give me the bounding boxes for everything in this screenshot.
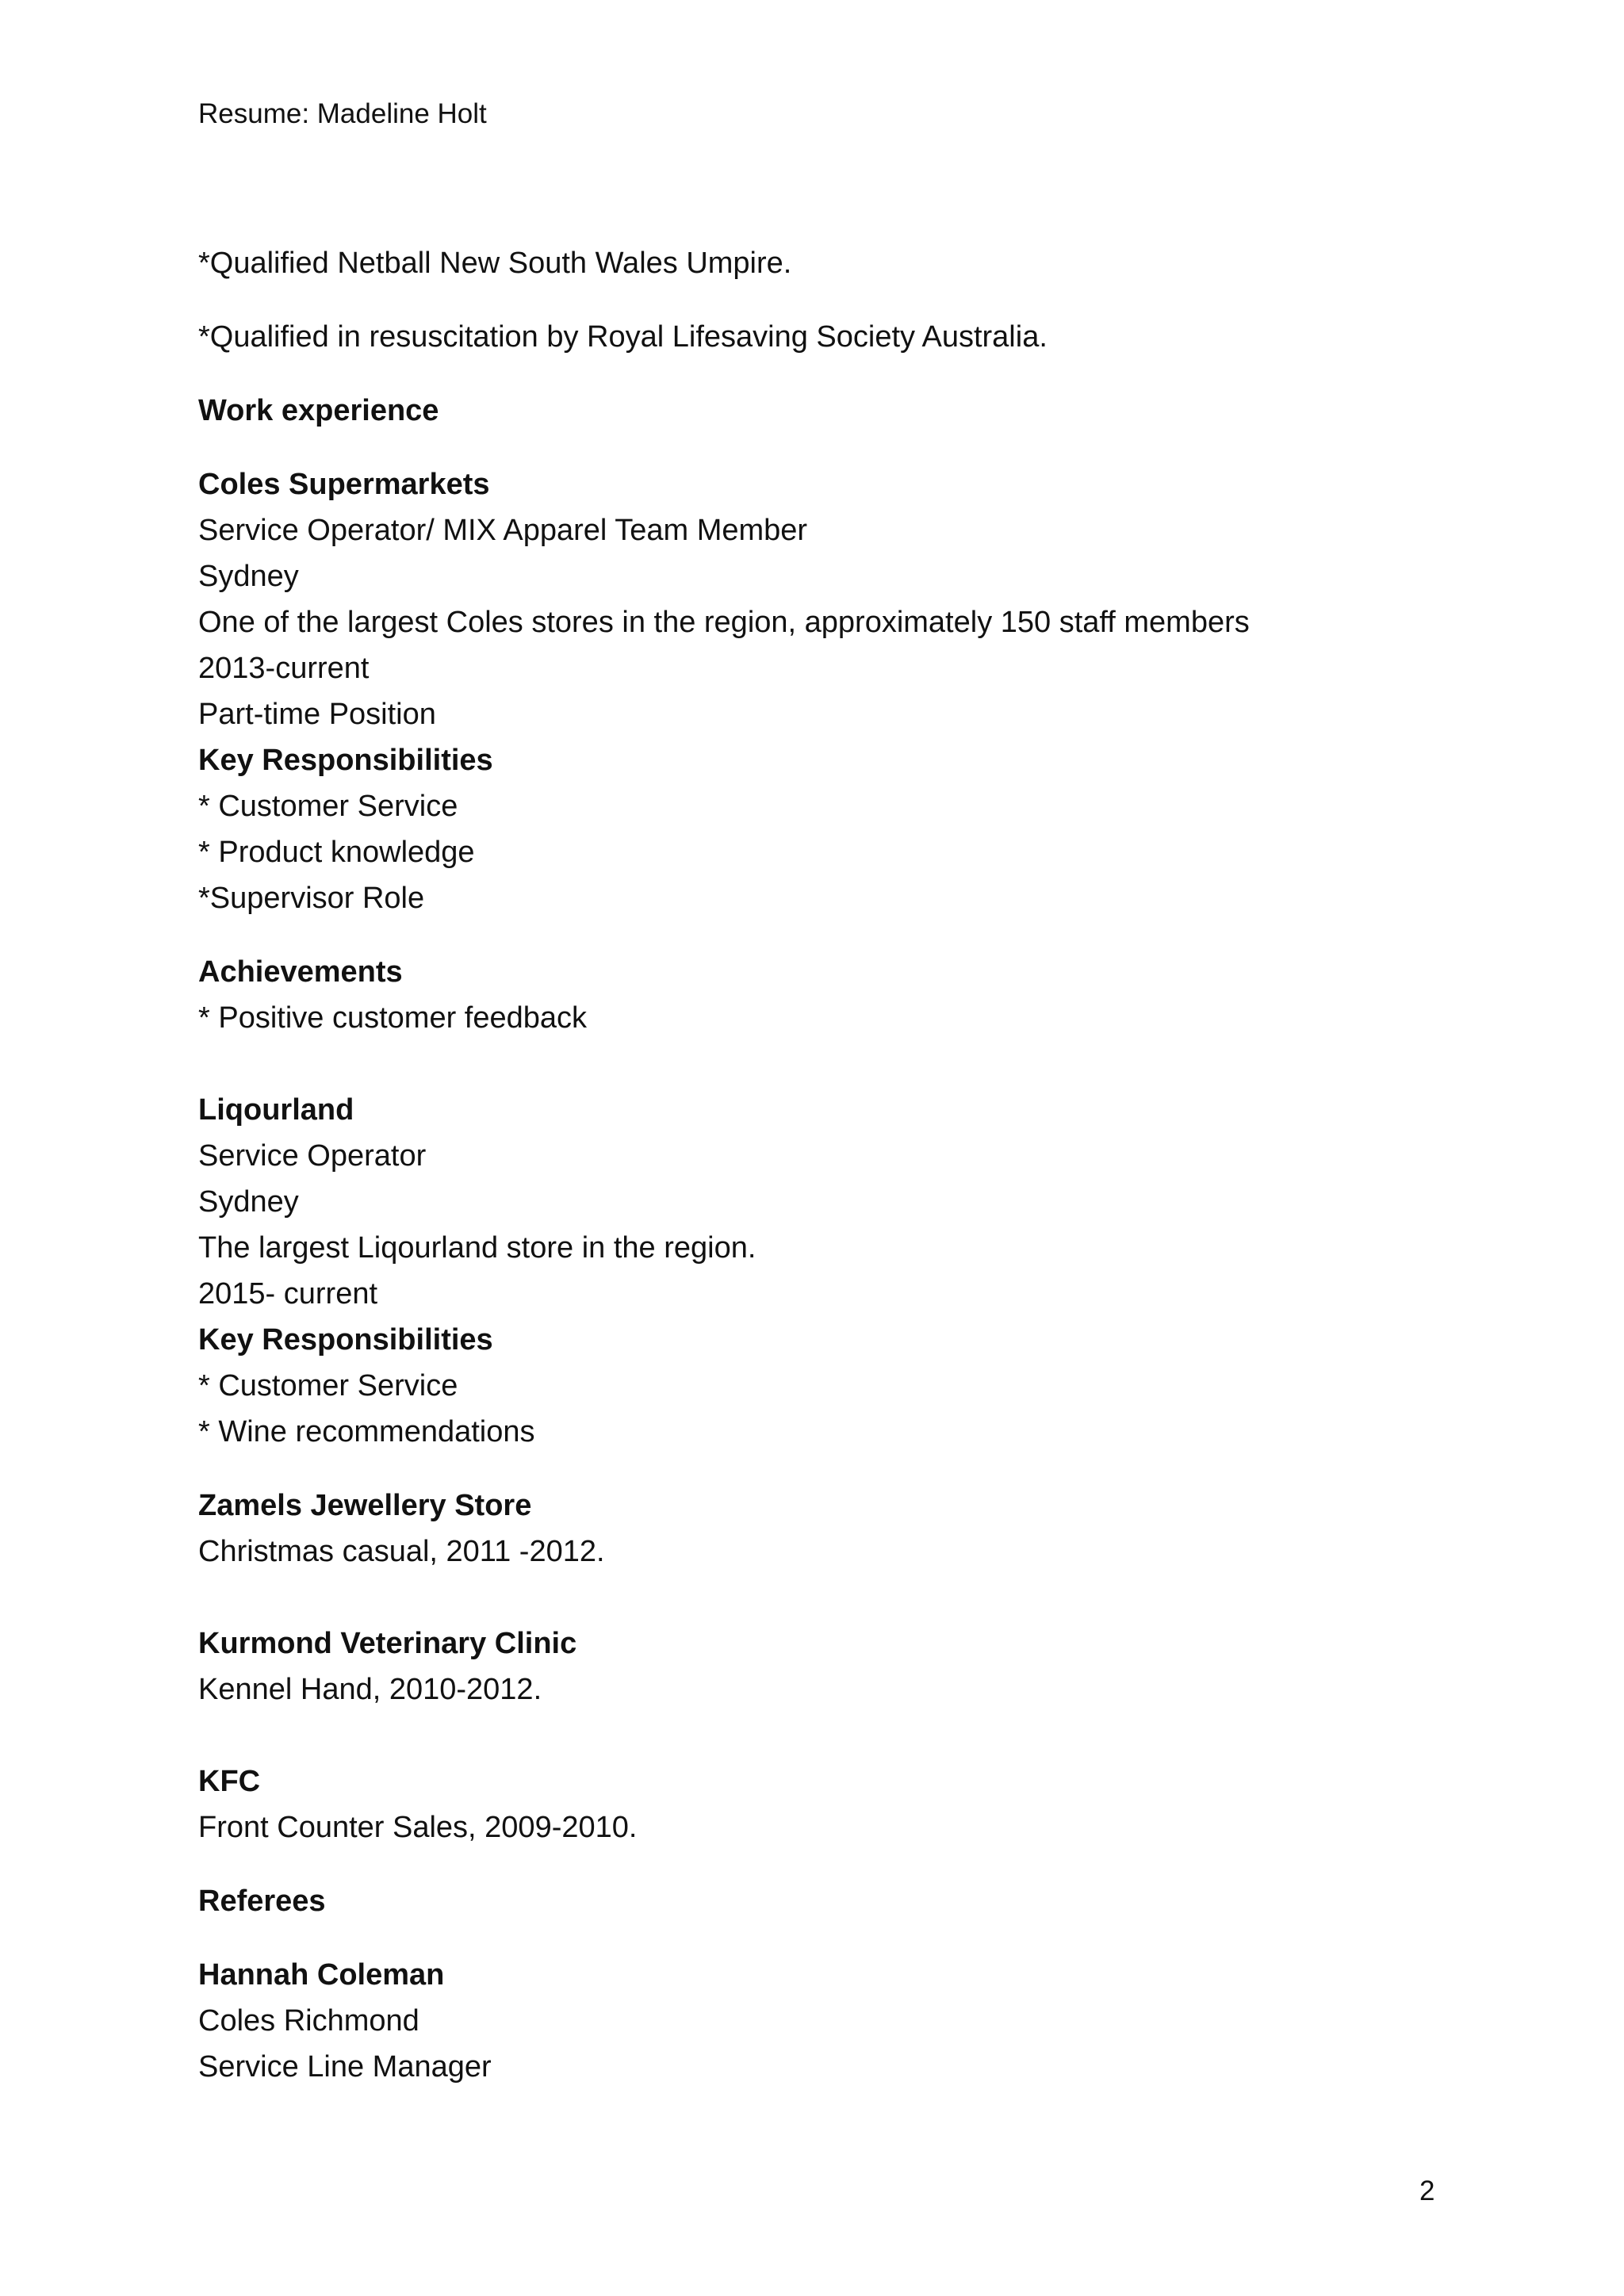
page-number: 2 [1419, 2175, 1435, 2206]
section-heading-referees: Referees [198, 1885, 326, 1918]
job-type: Part-time Position [198, 698, 436, 731]
job-description: The largest Liqourland store in the region. [198, 1231, 756, 1265]
responsibility-item: * Product knowledge [198, 836, 475, 869]
achievement-item: * Positive customer feedback [198, 1001, 588, 1035]
job-detail: Christmas casual, 2011 -2012. [198, 1535, 605, 1568]
job-detail: Front Counter Sales, 2009-2010. [198, 1811, 638, 1844]
employer-name: Zamels Jewellery Store [198, 1489, 532, 1522]
referee-title: Service Line Manager [198, 2050, 492, 2084]
job-location: Sydney [198, 560, 299, 593]
achievements-heading: Achievements [198, 955, 403, 989]
responsibilities-heading: Key Responsibilities [198, 1323, 493, 1357]
responsibility-item: * Customer Service [198, 790, 458, 823]
qualification-item: *Qualified Netball New South Wales Umpire. [198, 247, 792, 280]
job-detail: Kennel Hand, 2010-2012. [198, 1673, 542, 1706]
employer-name: KFC [198, 1765, 261, 1798]
referee-name: Hannah Coleman [198, 1958, 445, 1992]
responsibilities-heading: Key Responsibilities [198, 744, 493, 777]
job-zamels [198, 1483, 1467, 1575]
employer-name: Kurmond Veterinary Clinic [198, 1627, 577, 1660]
referee-entry [198, 1952, 1467, 2090]
job-description: One of the largest Coles stores in the region, approximately 150 staff members [198, 606, 1250, 639]
referee-organisation: Coles Richmond [198, 2004, 419, 2038]
job-dates: 2015- current [198, 1277, 378, 1311]
job-location: Sydney [198, 1185, 299, 1219]
responsibility-item: * Customer Service [198, 1369, 458, 1402]
section-heading-work-experience: Work experience [198, 394, 439, 427]
job-kfc [198, 1758, 1467, 1850]
job-coles [198, 461, 1467, 1041]
employer-name: Liqourland [198, 1093, 354, 1127]
job-liqourland [198, 1087, 1467, 1455]
page-header: Resume: Madeline Holt [198, 98, 487, 129]
job-role: Service Operator/ MIX Apparel Team Member [198, 514, 808, 547]
responsibility-item: *Supervisor Role [198, 882, 425, 915]
responsibility-item: * Wine recommendations [198, 1415, 535, 1448]
employer-name: Coles Supermarkets [198, 468, 490, 501]
job-dates: 2013-current [198, 652, 370, 685]
resume-content [198, 240, 1467, 2090]
qualification-item: *Qualified in resuscitation by Royal Lifesaving Society Australia. [198, 320, 1048, 354]
job-role: Service Operator [198, 1139, 427, 1173]
job-kurmond [198, 1621, 1467, 1712]
